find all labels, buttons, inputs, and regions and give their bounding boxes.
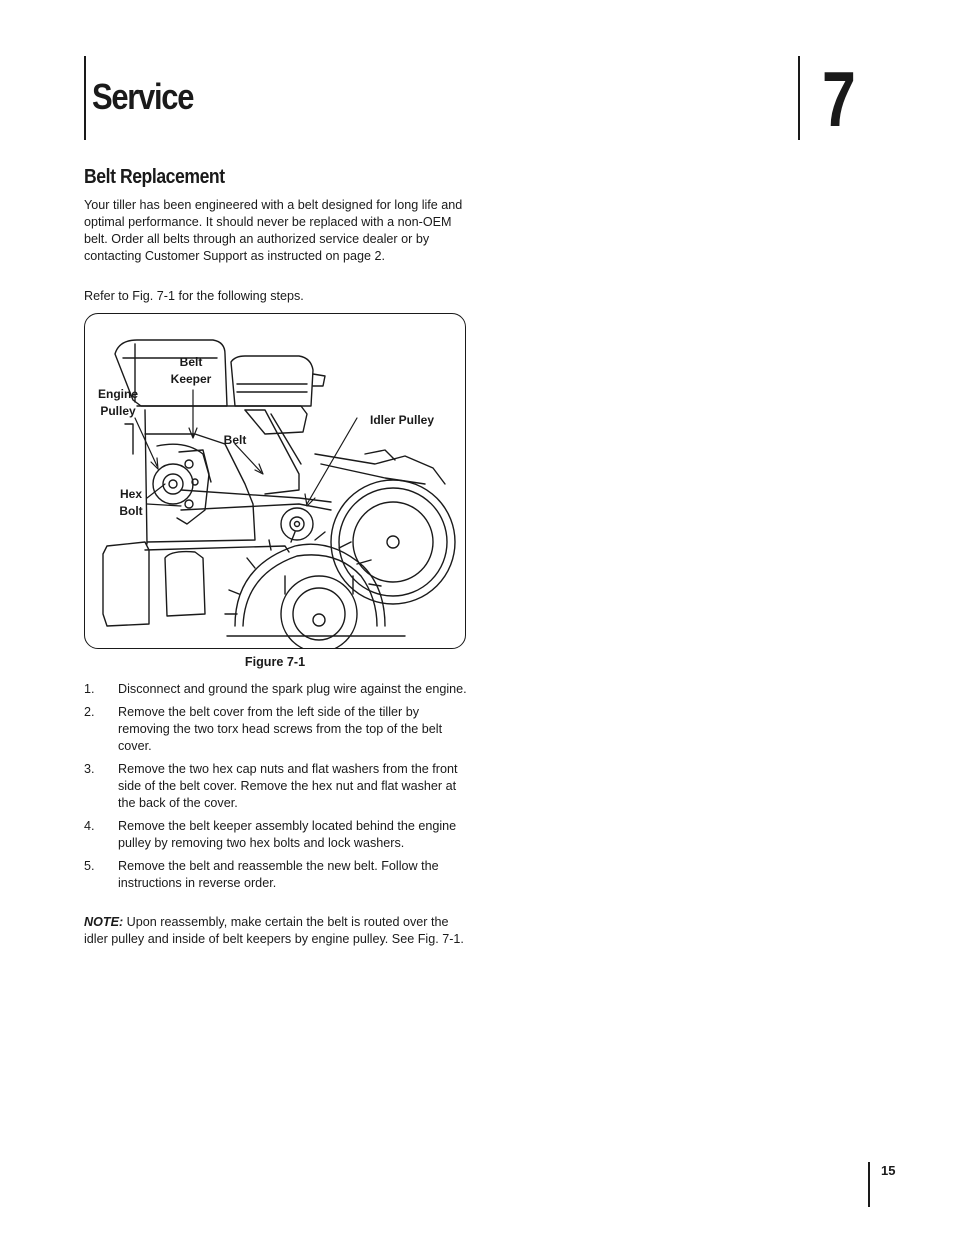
tiller-illustration xyxy=(85,314,466,649)
note-paragraph xyxy=(84,914,468,948)
footer-rule xyxy=(868,1162,870,1207)
step-number: 5. xyxy=(84,859,95,873)
step-text: Disconnect and ground the spark plug wire against the engine. xyxy=(118,682,467,696)
step-number: 1. xyxy=(84,682,95,696)
step-number: 3. xyxy=(84,762,95,776)
label-belt: Belt xyxy=(223,433,247,447)
figure-caption: Figure 7-1 xyxy=(244,655,306,669)
step-text: Remove the belt cover from the left side of the tiller by removing the two torx head screws from the top of the belt cover. xyxy=(118,705,443,753)
step-text: Remove the two hex cap nuts and flat washers from the front side of the belt cover. Remove the hex nut and flat washer at the back of the cover. xyxy=(118,762,458,810)
label-idler-pulley: Idler Pulley xyxy=(369,413,435,427)
page-number: 15 xyxy=(881,1163,896,1178)
refer-paragraph: Refer to Fig. 7-1 for the following steps. xyxy=(84,289,304,303)
list-item xyxy=(84,761,474,812)
label-hex-bolt: Hex Bolt xyxy=(119,487,143,518)
label-belt-keeper: Belt Keeper xyxy=(170,355,212,386)
chapter-number: 7 xyxy=(822,55,856,143)
intro-paragraph: Your tiller has been engineered with a belt designed for long life and optimal performance. It should never be replaced with a non-OEM belt. Order all belts through an authorized service dealer or by contacting Customer Support as instructed on page 2. xyxy=(84,198,463,263)
step-text: Remove the belt and reassemble the new belt. Follow the instructions in reverse order. xyxy=(118,859,439,890)
step-number: 2. xyxy=(84,705,95,719)
note-label: NOTE: xyxy=(84,915,124,929)
list-item xyxy=(84,681,474,698)
label-engine-pulley: Engine Pulley xyxy=(97,387,138,418)
steps-list xyxy=(84,681,474,898)
section-heading: Belt Replacement xyxy=(84,166,225,188)
chapter-title: Service xyxy=(92,76,194,117)
figure-frame xyxy=(84,313,466,649)
list-item xyxy=(84,818,474,852)
step-number: 4. xyxy=(84,819,95,833)
step-text: Remove the belt keeper assembly located behind the engine pulley by removing two hex bolts and lock washers. xyxy=(118,819,457,850)
header-right-rule xyxy=(798,56,800,140)
header-left-rule xyxy=(84,56,86,140)
note-text: Upon reassembly, make certain the belt is routed over the idler pulley and inside of belt keepers by engine pulley. See Fig. 7-1. xyxy=(84,915,464,946)
list-item xyxy=(84,704,474,755)
list-item xyxy=(84,858,474,892)
